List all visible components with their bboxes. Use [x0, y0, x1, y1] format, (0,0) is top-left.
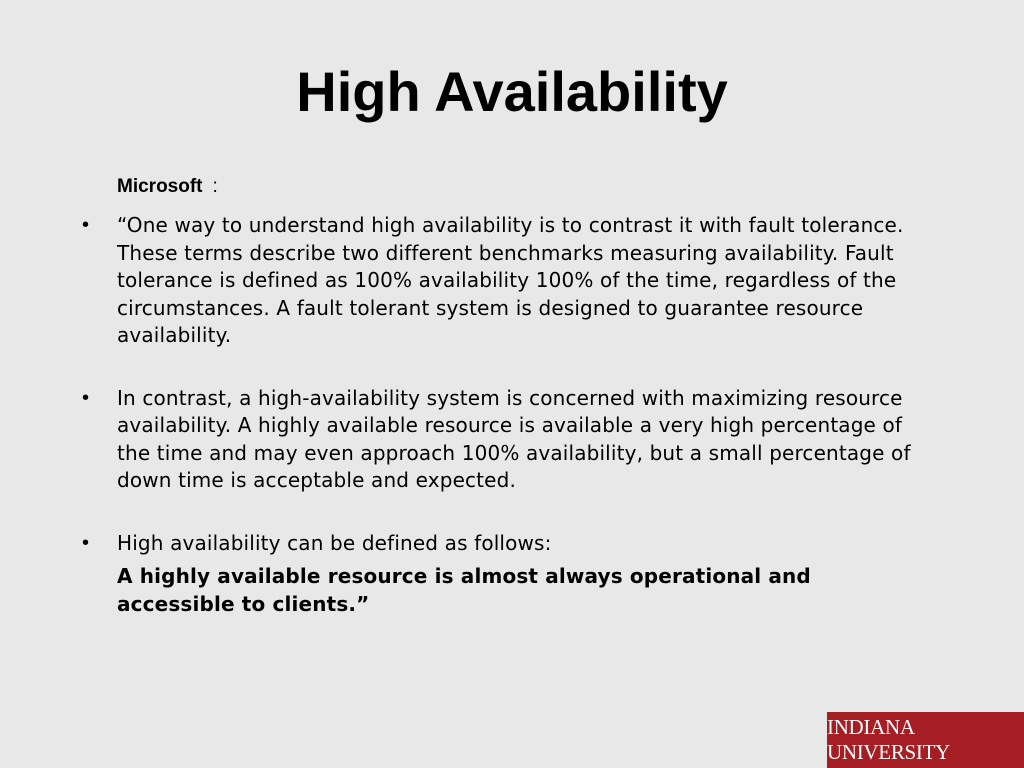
bullet-icon: • — [82, 531, 90, 554]
logo-text: INDIANA UNIVERSITY — [827, 715, 950, 764]
indiana-university-logo — [827, 712, 1024, 768]
source-attribution — [117, 176, 218, 198]
source-name: Microsoft — [117, 176, 203, 197]
bullet-text: In contrast, a high-availability system is concerned with maximizing resource availability. A highly available resource is available a very high percentage of the time and may even approach 100% availability, but a small percentage of down time is acceptable and expected. — [117, 385, 911, 492]
bullet-icon: • — [82, 386, 90, 409]
slide-title: High Availability — [296, 60, 728, 123]
bullet-item — [80, 530, 920, 619]
bullet-list — [80, 212, 920, 618]
bullet-item — [80, 385, 920, 495]
bullet-text: High availability can be defined as follows: — [117, 530, 552, 555]
bullet-item — [80, 212, 920, 350]
bullet-text: “One way to understand high availability is to contrast it with fault tolerance. These terms describe two different benchmarks measuring availability. Fault tolerance is defined as 100% availability 100% of the time, regardless of the circumstances. A fault tolerant system is designed to guarantee resource availability. — [117, 213, 904, 347]
bullet-icon: • — [82, 214, 90, 236]
source-separator: : — [212, 176, 218, 197]
definition-emphasis: A highly available resource is almost always operational and accessible to clients.” — [117, 564, 811, 616]
